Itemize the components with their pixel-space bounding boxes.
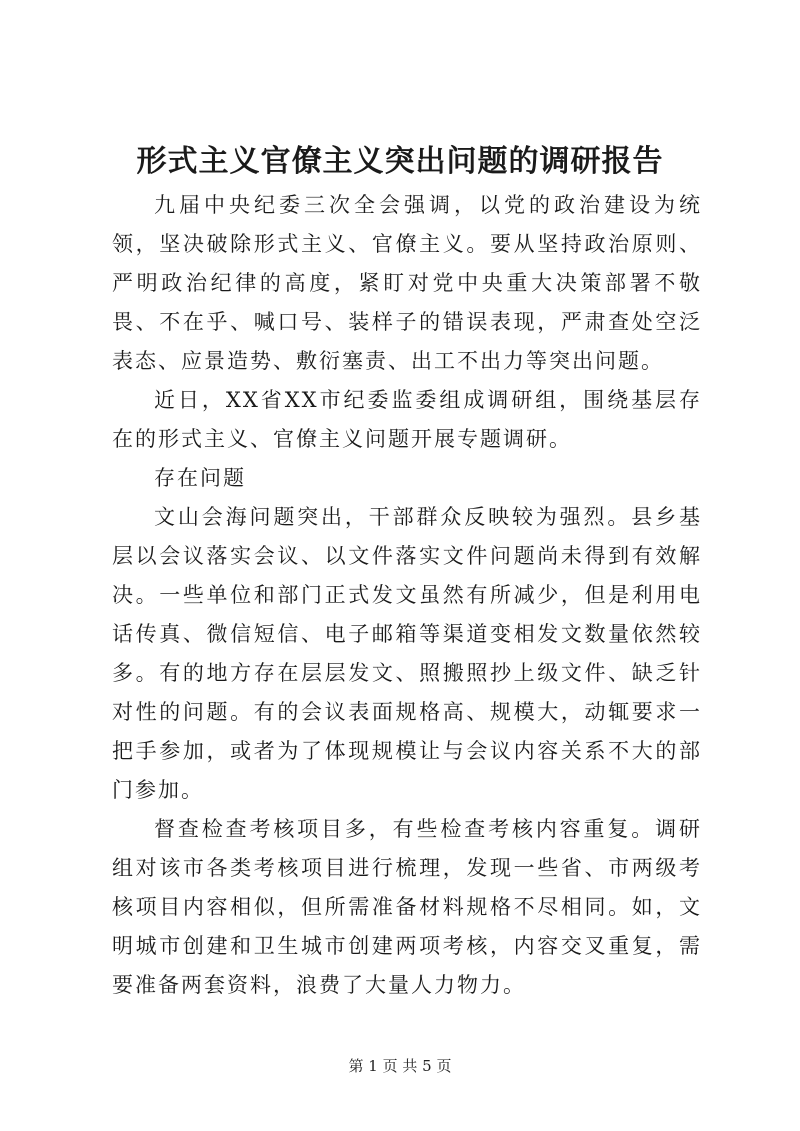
document-body: [112, 186, 702, 1005]
paragraph-meetings: 文山会海问题突出，干部群众反映较为强烈。县乡基层以会议落实会议、以文件落实文件问题尚未得到有效解决。一些单位和部门正式发文虽然有所减少，但是利用电话传真、微信短信、电子邮箱等渠道变相发文数量依然较多。有的地方存在层层发文、照搬照抄上级文件、缺乏针对性的问题。有的会议表面规格高、规模大，动辄要求一把手参加，或者为了体现规模让与会议内容关系不大的部门参加。: [112, 505, 702, 802]
paragraph-research: 近日，XX省XX市纪委监委组成调研组，围绕基层存在的形式主义、官僚主义问题开展专题调研。: [112, 388, 702, 451]
paragraph-inspections: 督查检查考核项目多，有些检查考核内容重复。调研组对该市各类考核项目进行梳理，发现一些省、市两级考核项目内容相似，但所需准备材料规格不尽相同。如，文明城市创建和卫生城市创建两项考核，内容交叉重复，需要准备两套资料，浪费了大量人力物力。: [112, 817, 702, 997]
paragraph-intro: 九届中央纪委三次全会强调，以党的政治建设为统领，坚决破除形式主义、官僚主义。要从坚持政治原则、严明政治纪律的高度，紧盯对党中央重大决策部署不敬畏、不在乎、喊口号、装样子的错误表现，严肃查处空泛表态、应景造势、敷衍塞责、出工不出力等突出问题。: [112, 193, 702, 373]
page-title: 形式主义官僚主义突出问题的调研报告: [136, 144, 664, 179]
page-footer: 第 1 页 共 5 页: [348, 1057, 452, 1075]
section-heading-problems: 存在问题: [154, 466, 246, 490]
